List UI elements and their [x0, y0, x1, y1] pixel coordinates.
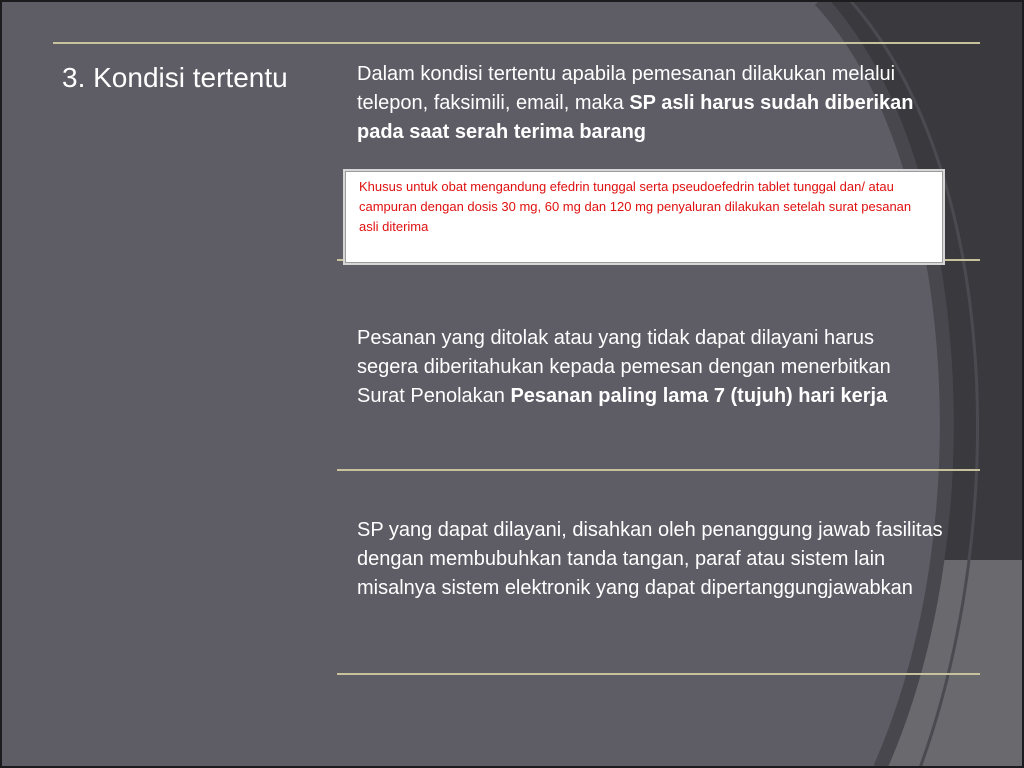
table-top-rule [53, 42, 980, 44]
row2-text-bold: Pesanan paling lama 7 (tujuh) hari kerja [510, 385, 888, 407]
row1-text-bold: SP asli harus sudah diberikan pada saat serah terima barang [357, 92, 914, 143]
row2-text-plain: Pesanan yang ditolak atau yang tidak dapat dilayani harus segera diberitahukan kepada pemesan dengan menerbitkan Surat Penolakan [357, 327, 891, 407]
table-bottom-rule [337, 673, 980, 675]
note-box [345, 171, 943, 263]
row1-text [357, 60, 937, 147]
row2-text [357, 324, 917, 411]
note-text: Khusus untuk obat mengandung efedrin tunggal serta pseudoefedrin tablet tunggal dan/ atau campuran dengan dosis 30 mg, 60 mg dan 120 mg penyaluran dilakukan setelah surat pesanan asli diterima [359, 179, 912, 234]
row1-text-plain: Dalam kondisi tertentu apabila pemesanan dilakukan melalui telepon, faksimili, email, maka [357, 63, 896, 114]
row-divider-2 [337, 469, 980, 471]
row3-text-plain: SP yang dapat dilayani, disahkan oleh penanggung jawab fasilitas dengan membubuhkan tanda tangan, paraf atau sistem lain misalnya sistem elektronik yang dapat dipertanggungjawabkan [357, 519, 943, 599]
row3-text [357, 516, 947, 603]
row-label: 3. Kondisi tertentu [62, 62, 288, 93]
